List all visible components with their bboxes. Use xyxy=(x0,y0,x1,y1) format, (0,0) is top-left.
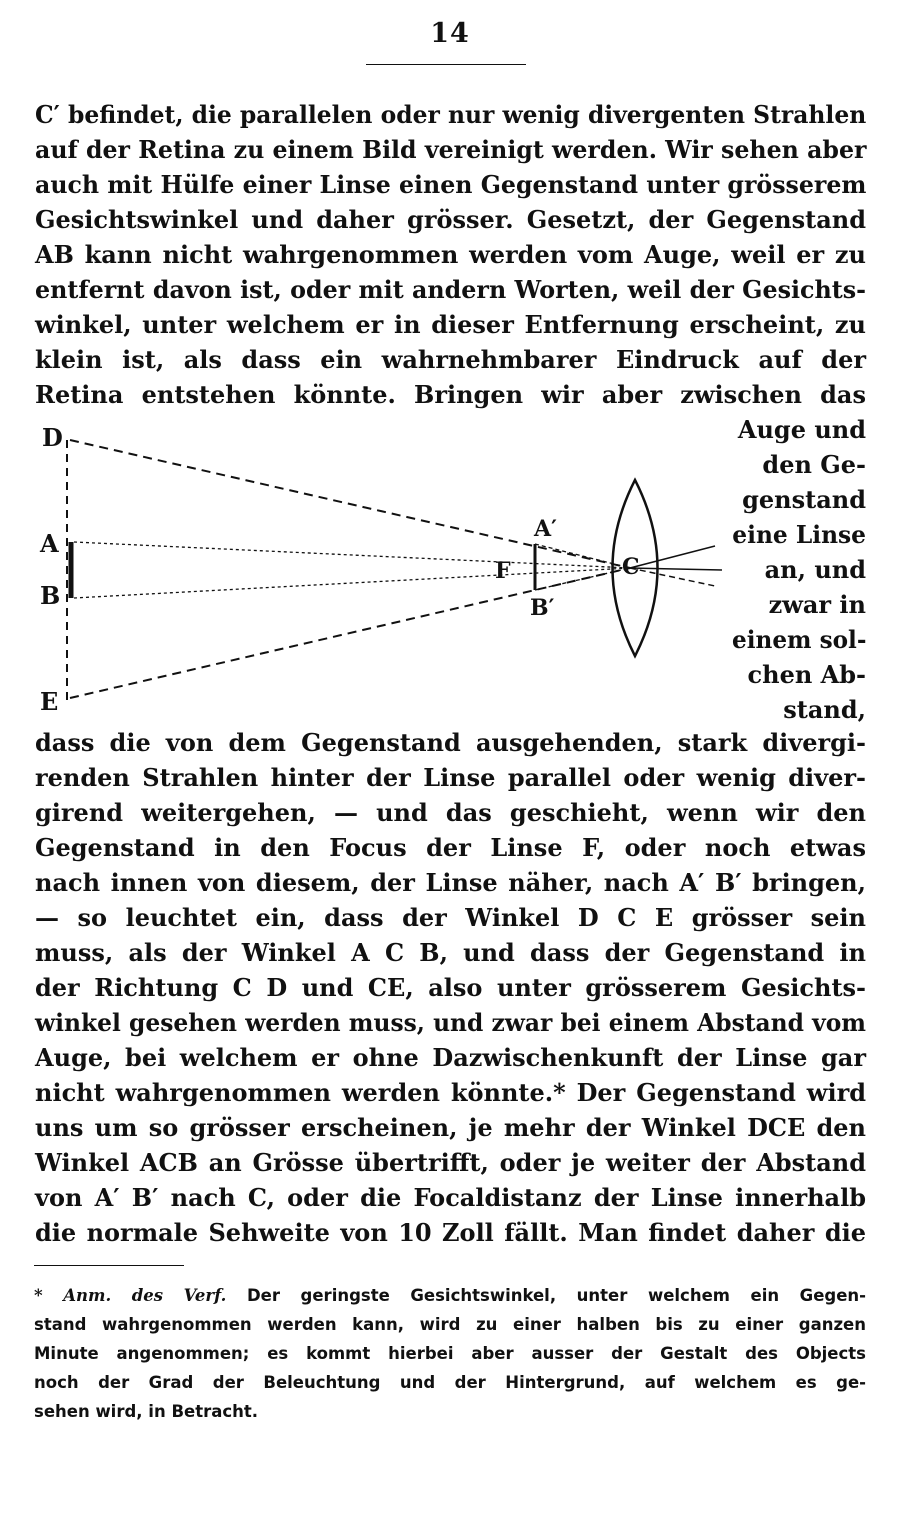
body-line: von A′ B′ nach C, oder die Focaldistanz der Linse innerhalb xyxy=(35,1183,866,1212)
side-line: den Ge- xyxy=(762,450,866,479)
header-rule xyxy=(366,64,526,65)
label-f: F xyxy=(495,558,511,584)
label-a-prime: A′ xyxy=(534,516,557,542)
body-line: dass die von dem Gegenstand ausgehenden, stark divergi- xyxy=(35,728,866,757)
label-d: D xyxy=(42,423,63,452)
body-line: nach innen von diesem, der Linse näher, nach A′ B′ bringen, xyxy=(35,868,866,897)
footnote-marker: * Anm. des Verf. xyxy=(34,1286,227,1305)
body-line: auch mit Hülfe einer Linse einen Gegenstand unter grösserem xyxy=(35,170,867,199)
lens-diagram xyxy=(30,420,730,720)
side-line: an, und xyxy=(764,555,866,584)
label-b-prime: B′ xyxy=(530,595,555,621)
footnote-line xyxy=(34,1282,866,1309)
body-line: AB kann nicht wahrgenommen werden vom Auge, weil er zu xyxy=(35,240,866,269)
body-line: winkel gesehen werden muss, und zwar bei einem Abstand vom xyxy=(35,1008,866,1037)
side-line: Auge und xyxy=(737,415,866,444)
body-line: renden Strahlen hinter der Linse parallel oder wenig diver- xyxy=(35,763,866,792)
ray-beyond-upper xyxy=(630,546,715,568)
body-line: winkel, unter welchem er in dieser Entfernung erscheint, zu xyxy=(35,310,866,339)
ray-beyond-middle xyxy=(630,568,722,570)
side-line: stand, xyxy=(783,695,866,724)
label-a: A xyxy=(40,529,59,558)
ray-d-c xyxy=(70,440,630,568)
label-b: B xyxy=(40,581,61,610)
body-line: uns um so grösser erscheinen, je mehr der Winkel DCE den xyxy=(35,1113,866,1142)
footnote-line: Minute angenommen; es kommt hierbei aber ausser der Gestalt des Objects xyxy=(34,1344,866,1363)
footnote-rule xyxy=(34,1265,184,1266)
label-e: E xyxy=(40,687,59,716)
footnote-line: noch der Grad der Beleuchtung und der Hintergrund, auf welchem es ge- xyxy=(34,1373,866,1392)
body-line: Gesichtswinkel und daher grösser. Gesetzt, der Gegenstand xyxy=(35,205,866,234)
body-line: girend weitergehen, — und das geschieht, wenn wir den xyxy=(35,798,866,827)
ray-b-c xyxy=(74,568,630,598)
body-line: nicht wahrgenommen werden könnte.* Der Gegenstand wird xyxy=(35,1078,866,1107)
body-line: klein ist, als dass ein wahrnehmbarer Eindruck auf der xyxy=(35,345,866,374)
body-line: muss, als der Winkel A C B, und dass der Gegenstand in xyxy=(35,938,866,967)
body-line: der Richtung C D und CE, also unter grösserem Gesichts- xyxy=(35,973,866,1002)
side-line: genstand xyxy=(742,485,866,514)
ray-beyond-lower xyxy=(630,568,715,586)
body-line: entfernt davon ist, oder mit andern Worten, weil der Gesichts- xyxy=(35,275,866,304)
side-line: zwar in xyxy=(768,590,866,619)
ray-a-c xyxy=(74,542,630,568)
side-line: eine Linse xyxy=(732,520,866,549)
body-line: Gegenstand in den Focus der Linse F, oder noch etwas xyxy=(35,833,866,862)
body-line: Retina entstehen könnte. Bringen wir aber zwischen das xyxy=(35,380,866,409)
body-line: — so leuchtet ein, dass der Winkel D C E grösser sein xyxy=(35,903,866,932)
ray-e-c xyxy=(70,568,630,698)
body-line: Auge, bei welchem er ohne Dazwischenkunft der Linse gar xyxy=(35,1043,866,1072)
body-line: Winkel ACB an Grösse übertrifft, oder je weiter der Abstand xyxy=(35,1148,866,1177)
body-line: auf der Retina zu einem Bild vereinigt werden. Wir sehen aber xyxy=(35,135,867,164)
side-line: einem sol- xyxy=(732,625,867,654)
page-number: 14 xyxy=(430,18,470,49)
side-line: chen Ab- xyxy=(747,660,866,689)
footnote-text: Der geringste Gesichtswinkel, unter welchem ein Gegen- xyxy=(246,1286,867,1305)
footnote-line: sehen wird, in Betracht. xyxy=(34,1402,259,1421)
body-line: die normale Sehweite von 10 Zoll fällt. Man findet daher die xyxy=(35,1218,866,1247)
footnote-line: stand wahrgenommen werden kann, wird zu einer halben bis zu einer ganzen xyxy=(34,1315,866,1334)
body-line: C′ befindet, die parallelen oder nur wenig divergenten Strahlen xyxy=(35,100,867,129)
label-c: C xyxy=(622,554,640,580)
